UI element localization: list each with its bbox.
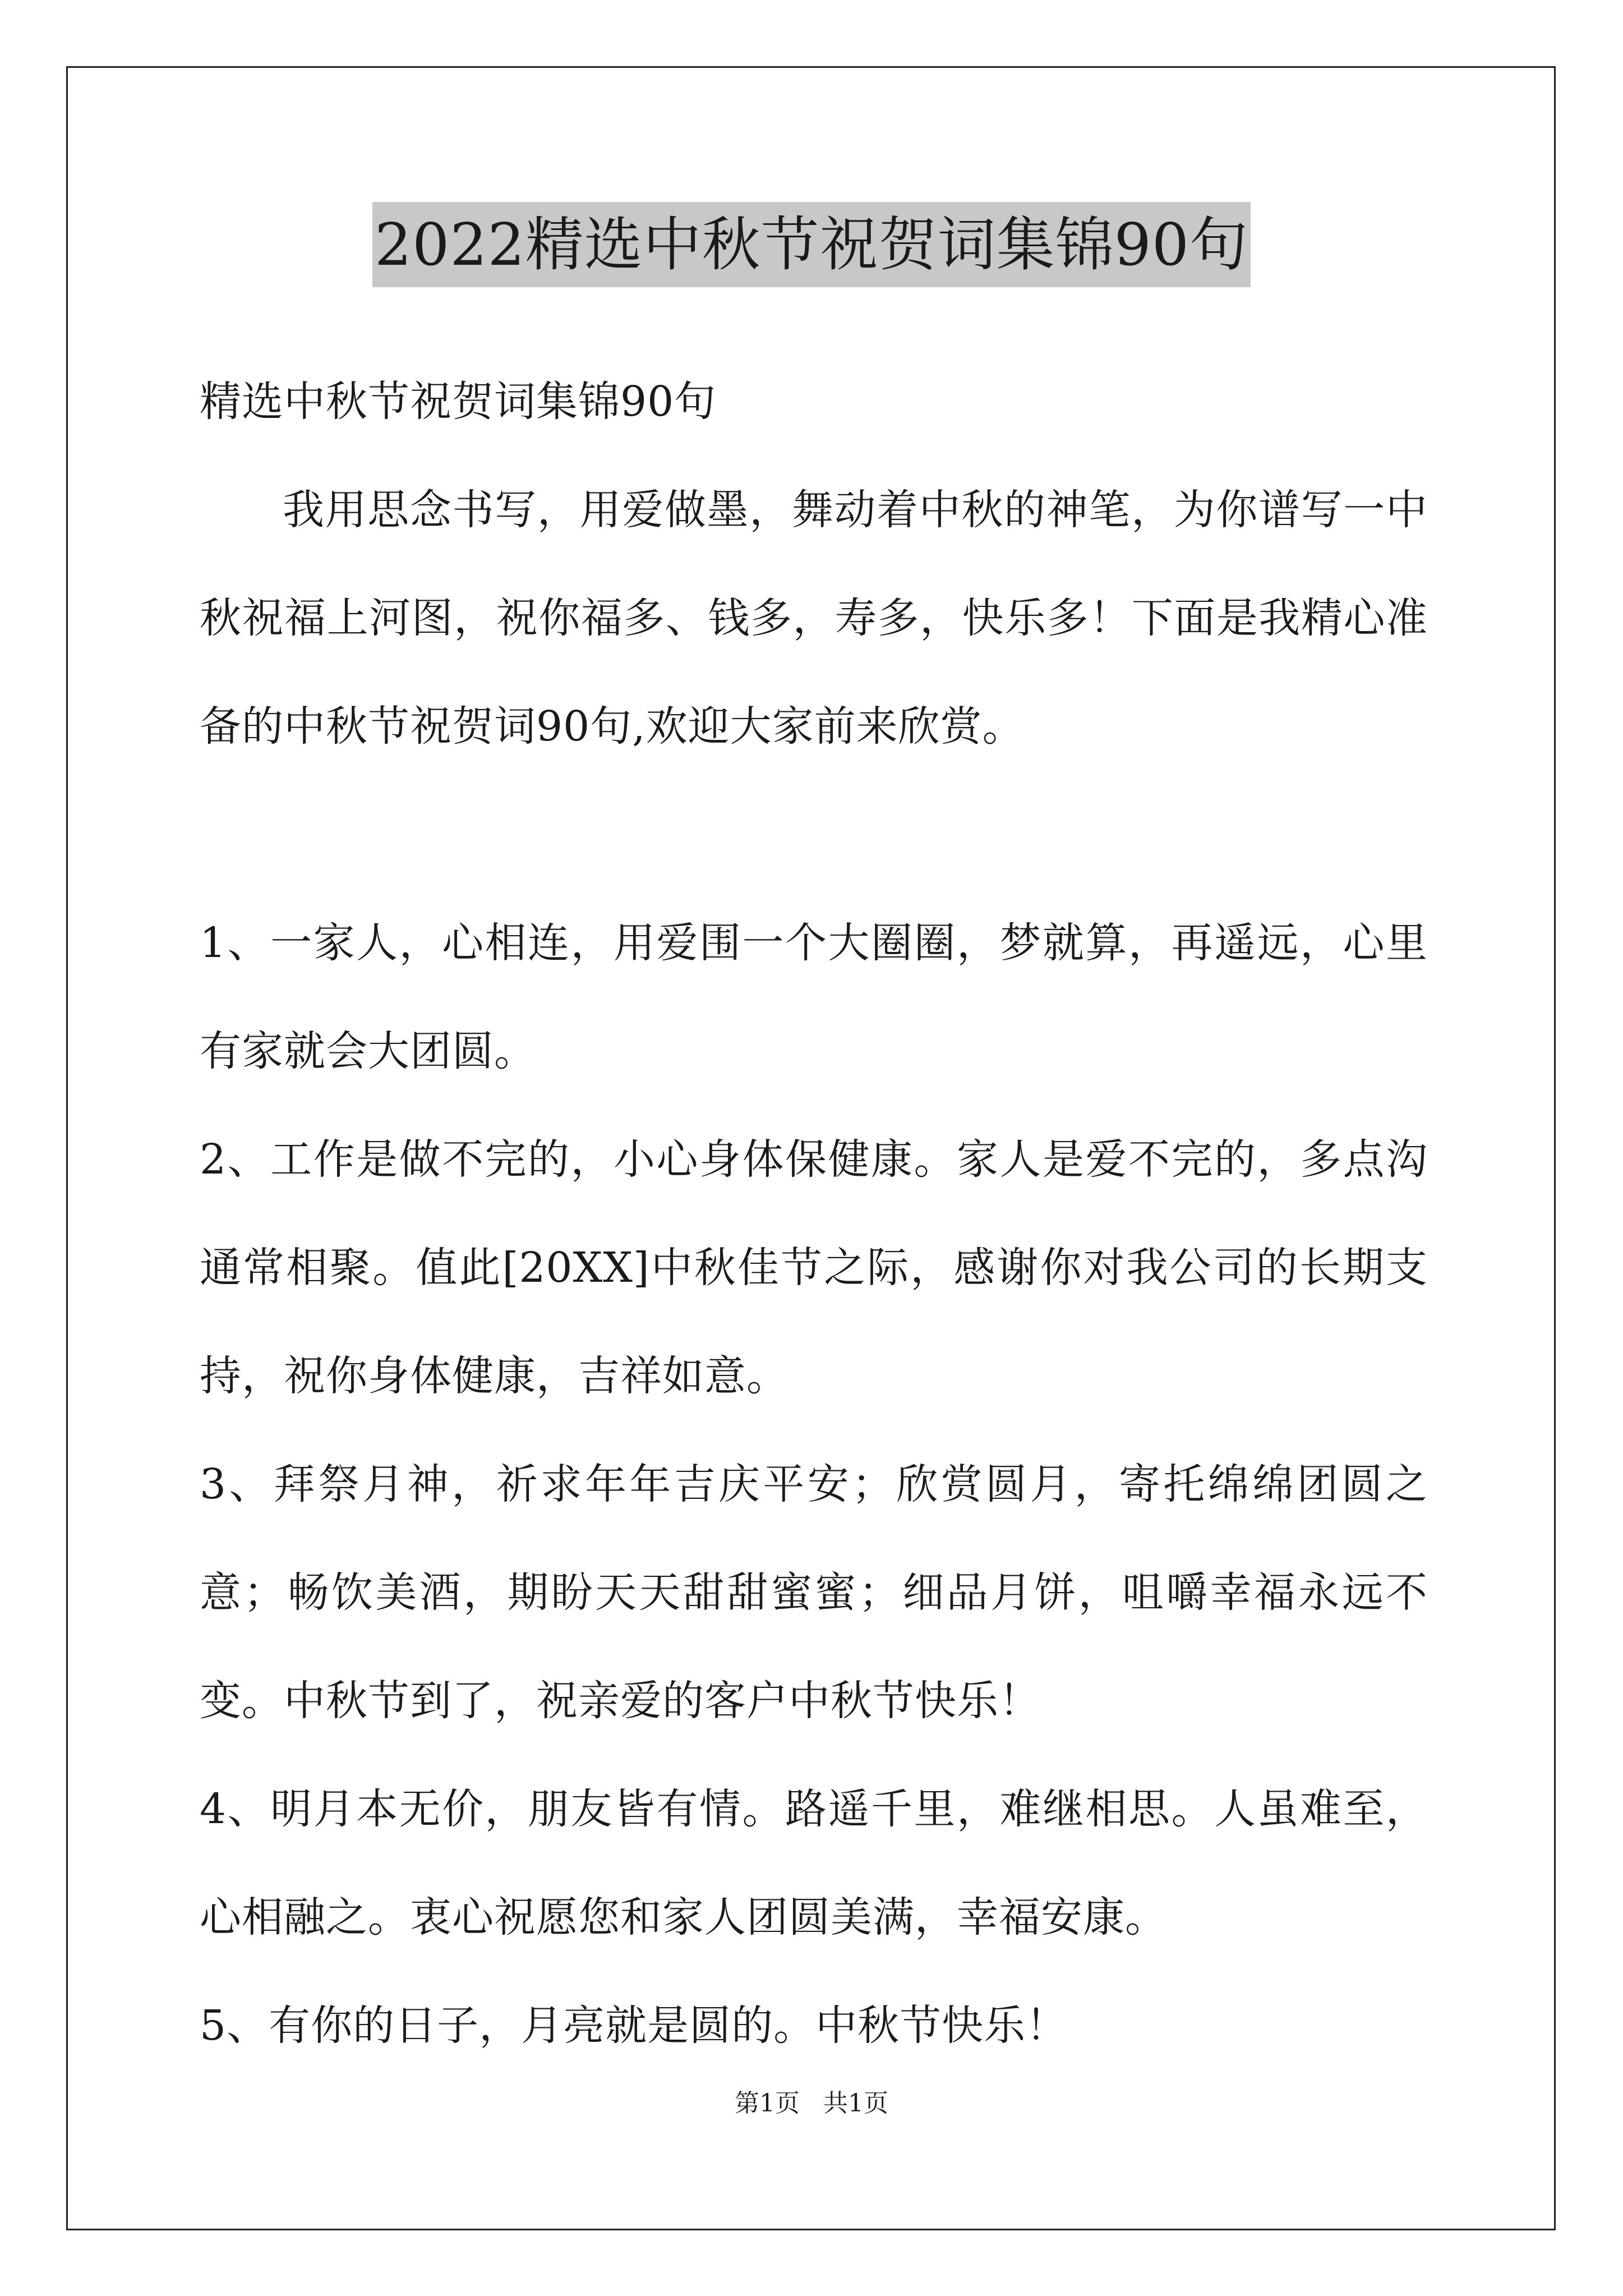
list-item: 5、有你的日子，月亮就是圆的。中秋节快乐！ bbox=[200, 2001, 1068, 2050]
paragraph-gap bbox=[200, 781, 1428, 889]
list-item: 2、工作是做不完的，小心身体保健康。家人是爱不完的，多点沟通常相聚。值此[20XX]中秋佳节之际，感谢你对我公司的长期支持，祝你身体健康，吉祥如意。 bbox=[200, 1135, 1428, 1400]
title-container bbox=[0, 202, 1623, 287]
intro-paragraph: 我用思念书写，用爱做墨，舞动着中秋的神笔，为你谱写一中秋祝福上河图，祝你福多、钱多，寿多，快乐多！下面是我精心准备的中秋节祝贺词90句,欢迎大家前来欣赏。 bbox=[200, 486, 1428, 751]
document-subtitle: 精选中秋节祝贺词集锦90句 bbox=[200, 378, 717, 426]
document-title: 2022精选中秋节祝贺词集锦90句 bbox=[372, 202, 1251, 287]
page-footer: 第1页 共1页 bbox=[735, 2089, 888, 2118]
list-item: 3、拜祭月神，祈求年年吉庆平安；欣赏圆月，寄托绵绵团圆之意；畅饮美酒，期盼天天甜甜蜜蜜；细品月饼，咀嚼幸福永远不变。中秋节到了，祝亲爱的客户中秋节快乐！ bbox=[200, 1460, 1428, 1725]
list-item: 1、一家人，心相连，用爱围一个大圈圈，梦就算，再遥远，心里有家就会大团圆。 bbox=[200, 919, 1428, 1075]
document-body bbox=[200, 348, 1428, 2080]
list-item: 4、明月本无价，朋友皆有情。路遥千里，难继相思。人虽难至，心相融之。衷心祝愿您和家人团圆美满，幸福安康。 bbox=[200, 1785, 1428, 1941]
